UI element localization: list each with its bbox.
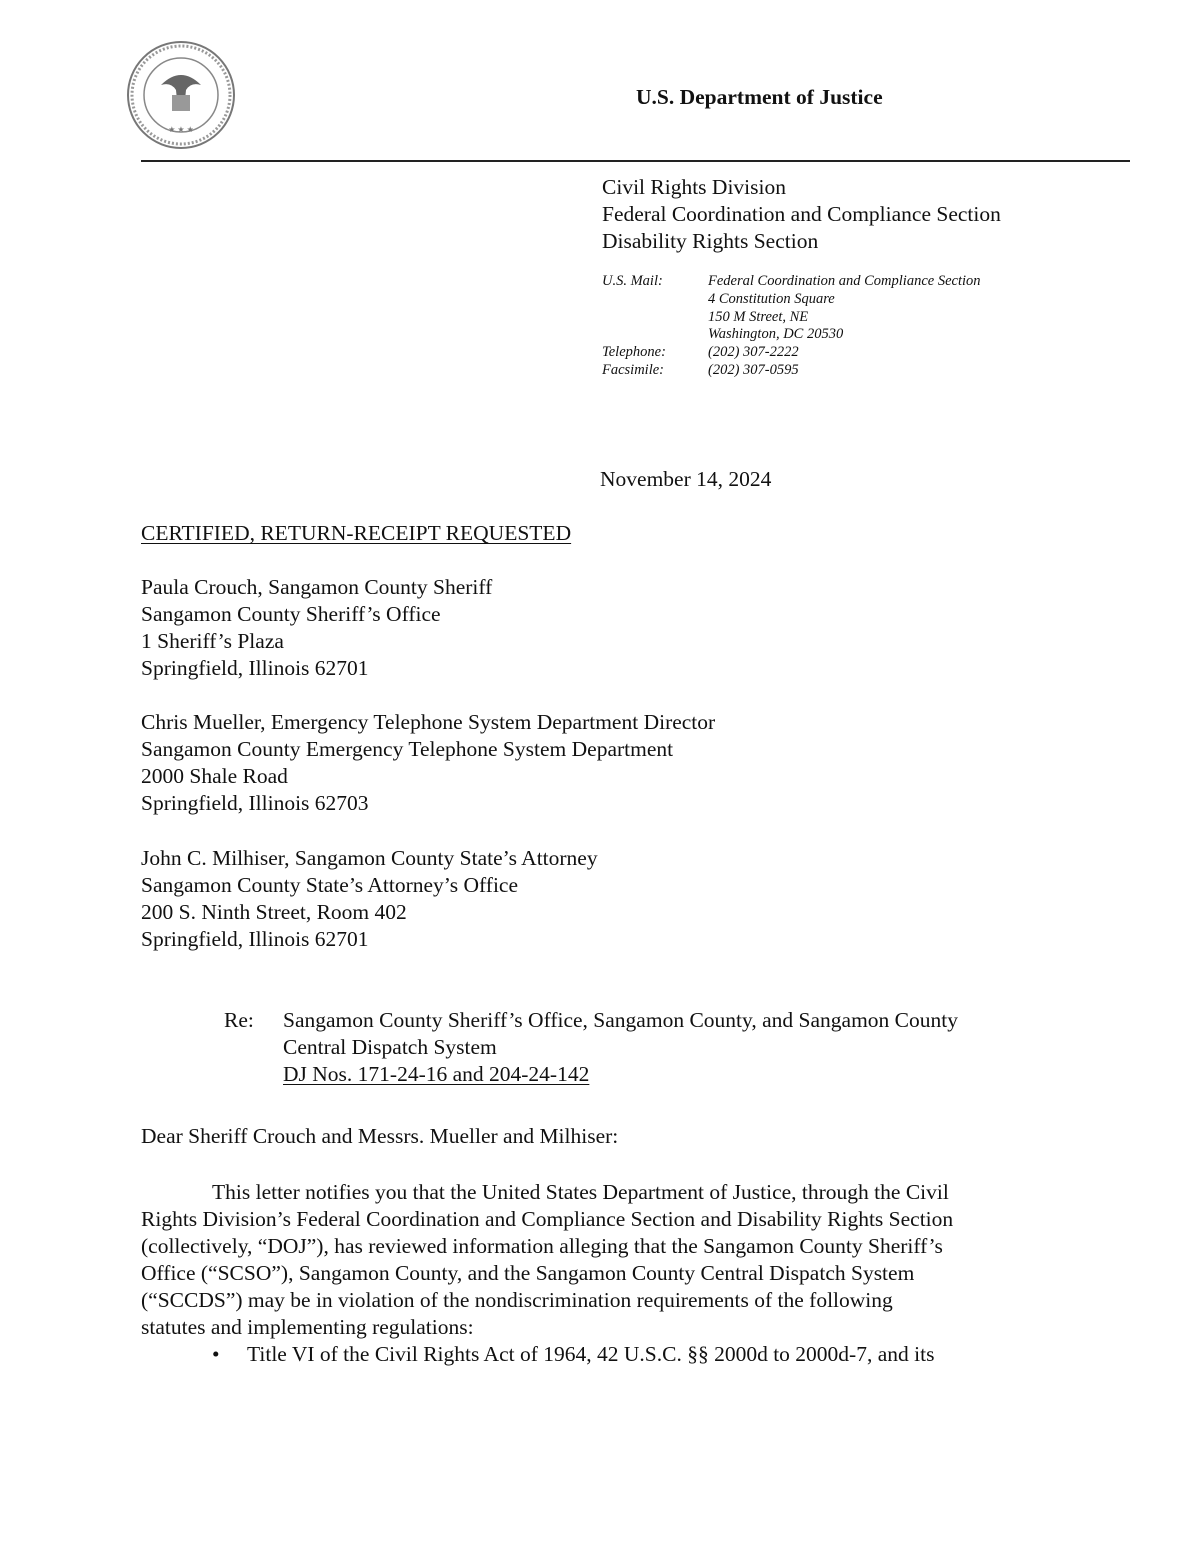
contact-label: U.S. Mail: [602,273,663,289]
paragraph-line: Office (“SCSO”), Sangamon County, and the Sangamon County Central Dispatch System [141,1261,915,1285]
address-line: Springfield, Illinois 62703 [141,791,369,815]
division-line: Federal Coordination and Compliance Section [602,202,1001,226]
address-line: 2000 Shale Road [141,764,288,788]
address-line: Springfield, Illinois 62701 [141,656,369,680]
letter-date: November 14, 2024 [600,467,772,491]
salutation: Dear Sheriff Crouch and Messrs. Mueller and Milhiser: [141,1124,619,1148]
header-rule [141,160,1130,162]
division-line: Civil Rights Division [602,175,786,199]
address-line: 200 S. Ninth Street, Room 402 [141,900,407,924]
re-line: Sangamon County Sheriff’s Office, Sangamon County, and Sangamon County [283,1008,958,1032]
svg-text:★ ★ ★: ★ ★ ★ [168,125,194,134]
re-subject [283,1007,958,1088]
address-line: Chris Mueller, Emergency Telephone System Department Director [141,710,716,734]
delivery-method: CERTIFIED, RETURN-RECEIPT REQUESTED [141,521,572,545]
seal-icon [126,40,236,150]
bullet-item: Title VI of the Civil Rights Act of 1964, 42 U.S.C. §§ 2000d to 2000d-7, and its [247,1342,935,1366]
bullet-icon: • [212,1342,220,1366]
contact-value: (202) 307-0595 [708,361,799,378]
paragraph-line: (“SCCDS”) may be in violation of the nondiscrimination requirements of the following [141,1288,893,1312]
contact-label: Telephone: [602,344,666,361]
recipient-1 [141,574,492,682]
contact-label: Facsimile: [602,361,665,378]
contact-value: (202) 307-2222 [708,344,799,361]
contact-value: Washington, DC 20530 [708,326,844,343]
paragraph-line: (collectively, “DOJ”), has reviewed information alleging that the Sangamon County Sheriff’s [141,1234,943,1258]
body-paragraph [141,1179,953,1341]
division-line: Disability Rights Section [602,229,819,253]
contact-value: 4 Constitution Square [708,290,835,307]
address-line: Sangamon County State’s Attorney’s Office [141,873,519,897]
paragraph-line: Rights Division’s Federal Coordination and Compliance Section and Disability Rights Section [141,1207,954,1231]
recipient-2 [141,709,715,817]
re-label: Re: [224,1008,254,1032]
paragraph-line: This letter notifies you that the United States Department of Justice, through the Civil [212,1180,949,1204]
paragraph-line: statutes and implementing regulations: [141,1315,474,1339]
address-line: Sangamon County Sheriff’s Office [141,602,441,626]
doj-seal [126,40,236,150]
recipient-3 [141,845,598,953]
address-line: Sangamon County Emergency Telephone System Department [141,737,674,761]
address-line: Springfield, Illinois 62701 [141,927,369,951]
agency-name: U.S. Department of Justice [636,85,883,109]
division-block [602,174,1001,255]
re-line: Central Dispatch System [283,1035,497,1059]
address-line: Paula Crouch, Sangamon County Sheriff [141,575,493,599]
contact-value: 150 M Street, NE [708,308,809,325]
address-line: John C. Milhiser, Sangamon County State’s Attorney [141,846,598,870]
dj-numbers: DJ Nos. 171-24-16 and 204-24-142 [283,1062,590,1086]
address-line: 1 Sheriff’s Plaza [141,629,284,653]
contact-value: Federal Coordination and Compliance Section [708,273,981,289]
contact-block [602,273,981,380]
